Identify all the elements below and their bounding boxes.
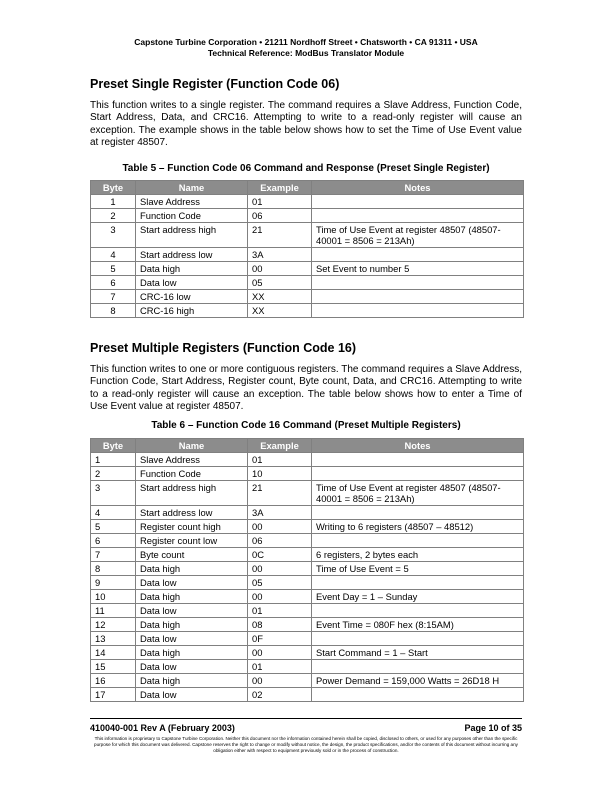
cell-example: 06: [248, 209, 312, 223]
table-row: [91, 209, 524, 223]
cell-example: 01: [248, 604, 312, 618]
table-row: [91, 453, 524, 467]
cell-name: Slave Address: [136, 453, 248, 467]
cell-byte: 16: [91, 674, 136, 688]
col-header-notes: Notes: [312, 439, 524, 453]
cell-example: 05: [248, 576, 312, 590]
cell-example: 3A: [248, 248, 312, 262]
cell-example: 08: [248, 618, 312, 632]
cell-example: 21: [248, 223, 312, 248]
table-fc06: [90, 180, 524, 318]
cell-example: XX: [248, 304, 312, 318]
cell-notes: [312, 660, 524, 674]
table-row: [91, 262, 524, 276]
table-row: [91, 534, 524, 548]
header-address: Capstone Turbine Corporation • 21211 Nordhoff Street • Chatsworth • CA 91311 • USA: [134, 37, 478, 47]
cell-notes: Start Command = 1 – Start: [312, 646, 524, 660]
cell-notes: [312, 209, 524, 223]
cell-name: Start address low: [136, 248, 248, 262]
cell-example: 00: [248, 520, 312, 534]
cell-byte: 1: [91, 195, 136, 209]
table-row: [91, 506, 524, 520]
cell-example: 01: [248, 453, 312, 467]
table-row: [91, 674, 524, 688]
cell-notes: [312, 290, 524, 304]
cell-name: Data low: [136, 276, 248, 290]
cell-byte: 7: [91, 548, 136, 562]
cell-notes: [312, 632, 524, 646]
cell-name: Data low: [136, 576, 248, 590]
cell-notes: Event Time = 080F hex (8:15AM): [312, 618, 524, 632]
cell-byte: 4: [91, 248, 136, 262]
cell-byte: 14: [91, 646, 136, 660]
cell-notes: [312, 604, 524, 618]
cell-byte: 3: [91, 481, 136, 506]
cell-example: 3A: [248, 506, 312, 520]
table-header-row: [91, 181, 524, 195]
cell-byte: 8: [91, 304, 136, 318]
cell-name: Data high: [136, 262, 248, 276]
cell-example: 02: [248, 688, 312, 702]
cell-notes: Writing to 6 registers (48507 – 48512): [312, 520, 524, 534]
cell-example: 0C: [248, 548, 312, 562]
cell-name: Data high: [136, 590, 248, 604]
table5-caption: Table 5 – Function Code 06 Command and Response (Preset Single Register): [122, 163, 490, 174]
cell-byte: 2: [91, 467, 136, 481]
cell-notes: [312, 688, 524, 702]
footer-divider: [90, 718, 522, 719]
cell-example: 06: [248, 534, 312, 548]
cell-byte: 4: [91, 506, 136, 520]
cell-name: Data low: [136, 688, 248, 702]
table-row: [91, 562, 524, 576]
cell-byte: 2: [91, 209, 136, 223]
table-row: [91, 304, 524, 318]
cell-example: 00: [248, 562, 312, 576]
cell-notes: [312, 276, 524, 290]
table-row: [91, 195, 524, 209]
table-row: [91, 632, 524, 646]
cell-example: 00: [248, 262, 312, 276]
cell-byte: 11: [91, 604, 136, 618]
cell-name: Data high: [136, 562, 248, 576]
cell-notes: 6 registers, 2 bytes each: [312, 548, 524, 562]
footer-disclaimer: This information is proprietary to Capstone Turbine Corporation. Neither this document nor the information contained herein shall be copied, disclosed to others, or used for any purposes other than the specific purpose for which this document was delivered. Capstone reserves the right to change or modify without notice, the design, the product specifications, and/or the contents of this document without incurring any obligation either with respect to equipment previously sold or in the process of construction.: [94, 736, 518, 753]
cell-byte: 10: [91, 590, 136, 604]
table-row: [91, 576, 524, 590]
table-row: [91, 223, 524, 248]
section-body-fc06: This function writes to a single register. The command requires a Slave Address, Function Code, Start Address, Data, and CRC16. Attempting to write to a read-only register will cause an exception. The example shows in the table below shows how to set the Time of Use Event value at register 48507.: [90, 100, 522, 149]
cell-byte: 1: [91, 453, 136, 467]
footer-doc-number: 410040-001 Rev A (February 2003): [90, 723, 235, 733]
cell-name: Function Code: [136, 467, 248, 481]
cell-name: Slave Address: [136, 195, 248, 209]
table-row: [91, 618, 524, 632]
table-row: [91, 467, 524, 481]
cell-notes: [312, 304, 524, 318]
cell-example: 00: [248, 674, 312, 688]
header-doc-title: Technical Reference: ModBus Translator Module: [207, 48, 405, 58]
cell-byte: 13: [91, 632, 136, 646]
section-heading-fc16: Preset Multiple Registers (Function Code 16): [90, 341, 357, 355]
cell-notes: [312, 534, 524, 548]
cell-byte: 6: [91, 534, 136, 548]
cell-example: 21: [248, 481, 312, 506]
cell-notes: [312, 195, 524, 209]
table-row: [91, 548, 524, 562]
cell-example: 05: [248, 276, 312, 290]
col-header-example: Example: [248, 181, 312, 195]
cell-name: Start address high: [136, 481, 248, 506]
cell-example: 10: [248, 467, 312, 481]
table-row: [91, 604, 524, 618]
cell-name: Register count high: [136, 520, 248, 534]
cell-notes: [312, 453, 524, 467]
cell-name: Byte count: [136, 548, 248, 562]
col-header-byte: Byte: [91, 181, 136, 195]
table-row: [91, 290, 524, 304]
col-header-name: Name: [136, 181, 248, 195]
cell-notes: Power Demand = 159,000 Watts = 26D18 H: [312, 674, 524, 688]
page-header: [0, 37, 612, 59]
col-header-name: Name: [136, 439, 248, 453]
cell-byte: 5: [91, 520, 136, 534]
table-row: [91, 688, 524, 702]
cell-example: 01: [248, 660, 312, 674]
cell-notes: [312, 576, 524, 590]
cell-name: Start address high: [136, 223, 248, 248]
cell-example: 01: [248, 195, 312, 209]
cell-byte: 3: [91, 223, 136, 248]
footer-page-number: Page 10 of 35: [464, 723, 522, 733]
col-header-example: Example: [248, 439, 312, 453]
cell-name: CRC-16 low: [136, 290, 248, 304]
cell-name: Function Code: [136, 209, 248, 223]
cell-byte: 15: [91, 660, 136, 674]
cell-name: Data high: [136, 674, 248, 688]
table-fc16: [90, 438, 524, 702]
cell-example: 0F: [248, 632, 312, 646]
cell-notes: [312, 467, 524, 481]
cell-name: Data low: [136, 660, 248, 674]
cell-notes: Time of Use Event at register 48507 (48507-40001 = 8506 = 213Ah): [312, 223, 524, 248]
cell-notes: Time of Use Event = 5: [312, 562, 524, 576]
cell-byte: 7: [91, 290, 136, 304]
col-header-byte: Byte: [91, 439, 136, 453]
cell-byte: 8: [91, 562, 136, 576]
table6-caption: Table 6 – Function Code 16 Command (Preset Multiple Registers): [151, 420, 461, 431]
cell-notes: Set Event to number 5: [312, 262, 524, 276]
cell-example: XX: [248, 290, 312, 304]
table-row: [91, 276, 524, 290]
cell-byte: 9: [91, 576, 136, 590]
table-header-row: [91, 439, 524, 453]
cell-notes: [312, 506, 524, 520]
cell-example: 00: [248, 590, 312, 604]
cell-byte: 12: [91, 618, 136, 632]
table-row: [91, 520, 524, 534]
cell-notes: Time of Use Event at register 48507 (48507-40001 = 8506 = 213Ah): [312, 481, 524, 506]
cell-byte: 17: [91, 688, 136, 702]
cell-name: CRC-16 high: [136, 304, 248, 318]
cell-byte: 5: [91, 262, 136, 276]
cell-byte: 6: [91, 276, 136, 290]
table-row: [91, 590, 524, 604]
cell-notes: [312, 248, 524, 262]
table-row: [91, 660, 524, 674]
cell-name: Register count low: [136, 534, 248, 548]
cell-name: Data high: [136, 618, 248, 632]
cell-example: 00: [248, 646, 312, 660]
cell-name: Data low: [136, 604, 248, 618]
table-row: [91, 248, 524, 262]
cell-name: Data low: [136, 632, 248, 646]
cell-name: Data high: [136, 646, 248, 660]
cell-notes: Event Day = 1 – Sunday: [312, 590, 524, 604]
cell-name: Start address low: [136, 506, 248, 520]
table-row: [91, 646, 524, 660]
section-heading-fc06: Preset Single Register (Function Code 06): [90, 77, 340, 91]
section-body-fc16: This function writes to one or more contiguous registers. The command requires a Slave Address, Function Code, Start Address, Register count, Byte count, Data, and CRC16. Attempting to write to a read-only register will cause an exception. The table below shows how to enter a Time of Use Event value at register 48507.: [90, 364, 522, 413]
table-row: [91, 481, 524, 506]
col-header-notes: Notes: [312, 181, 524, 195]
